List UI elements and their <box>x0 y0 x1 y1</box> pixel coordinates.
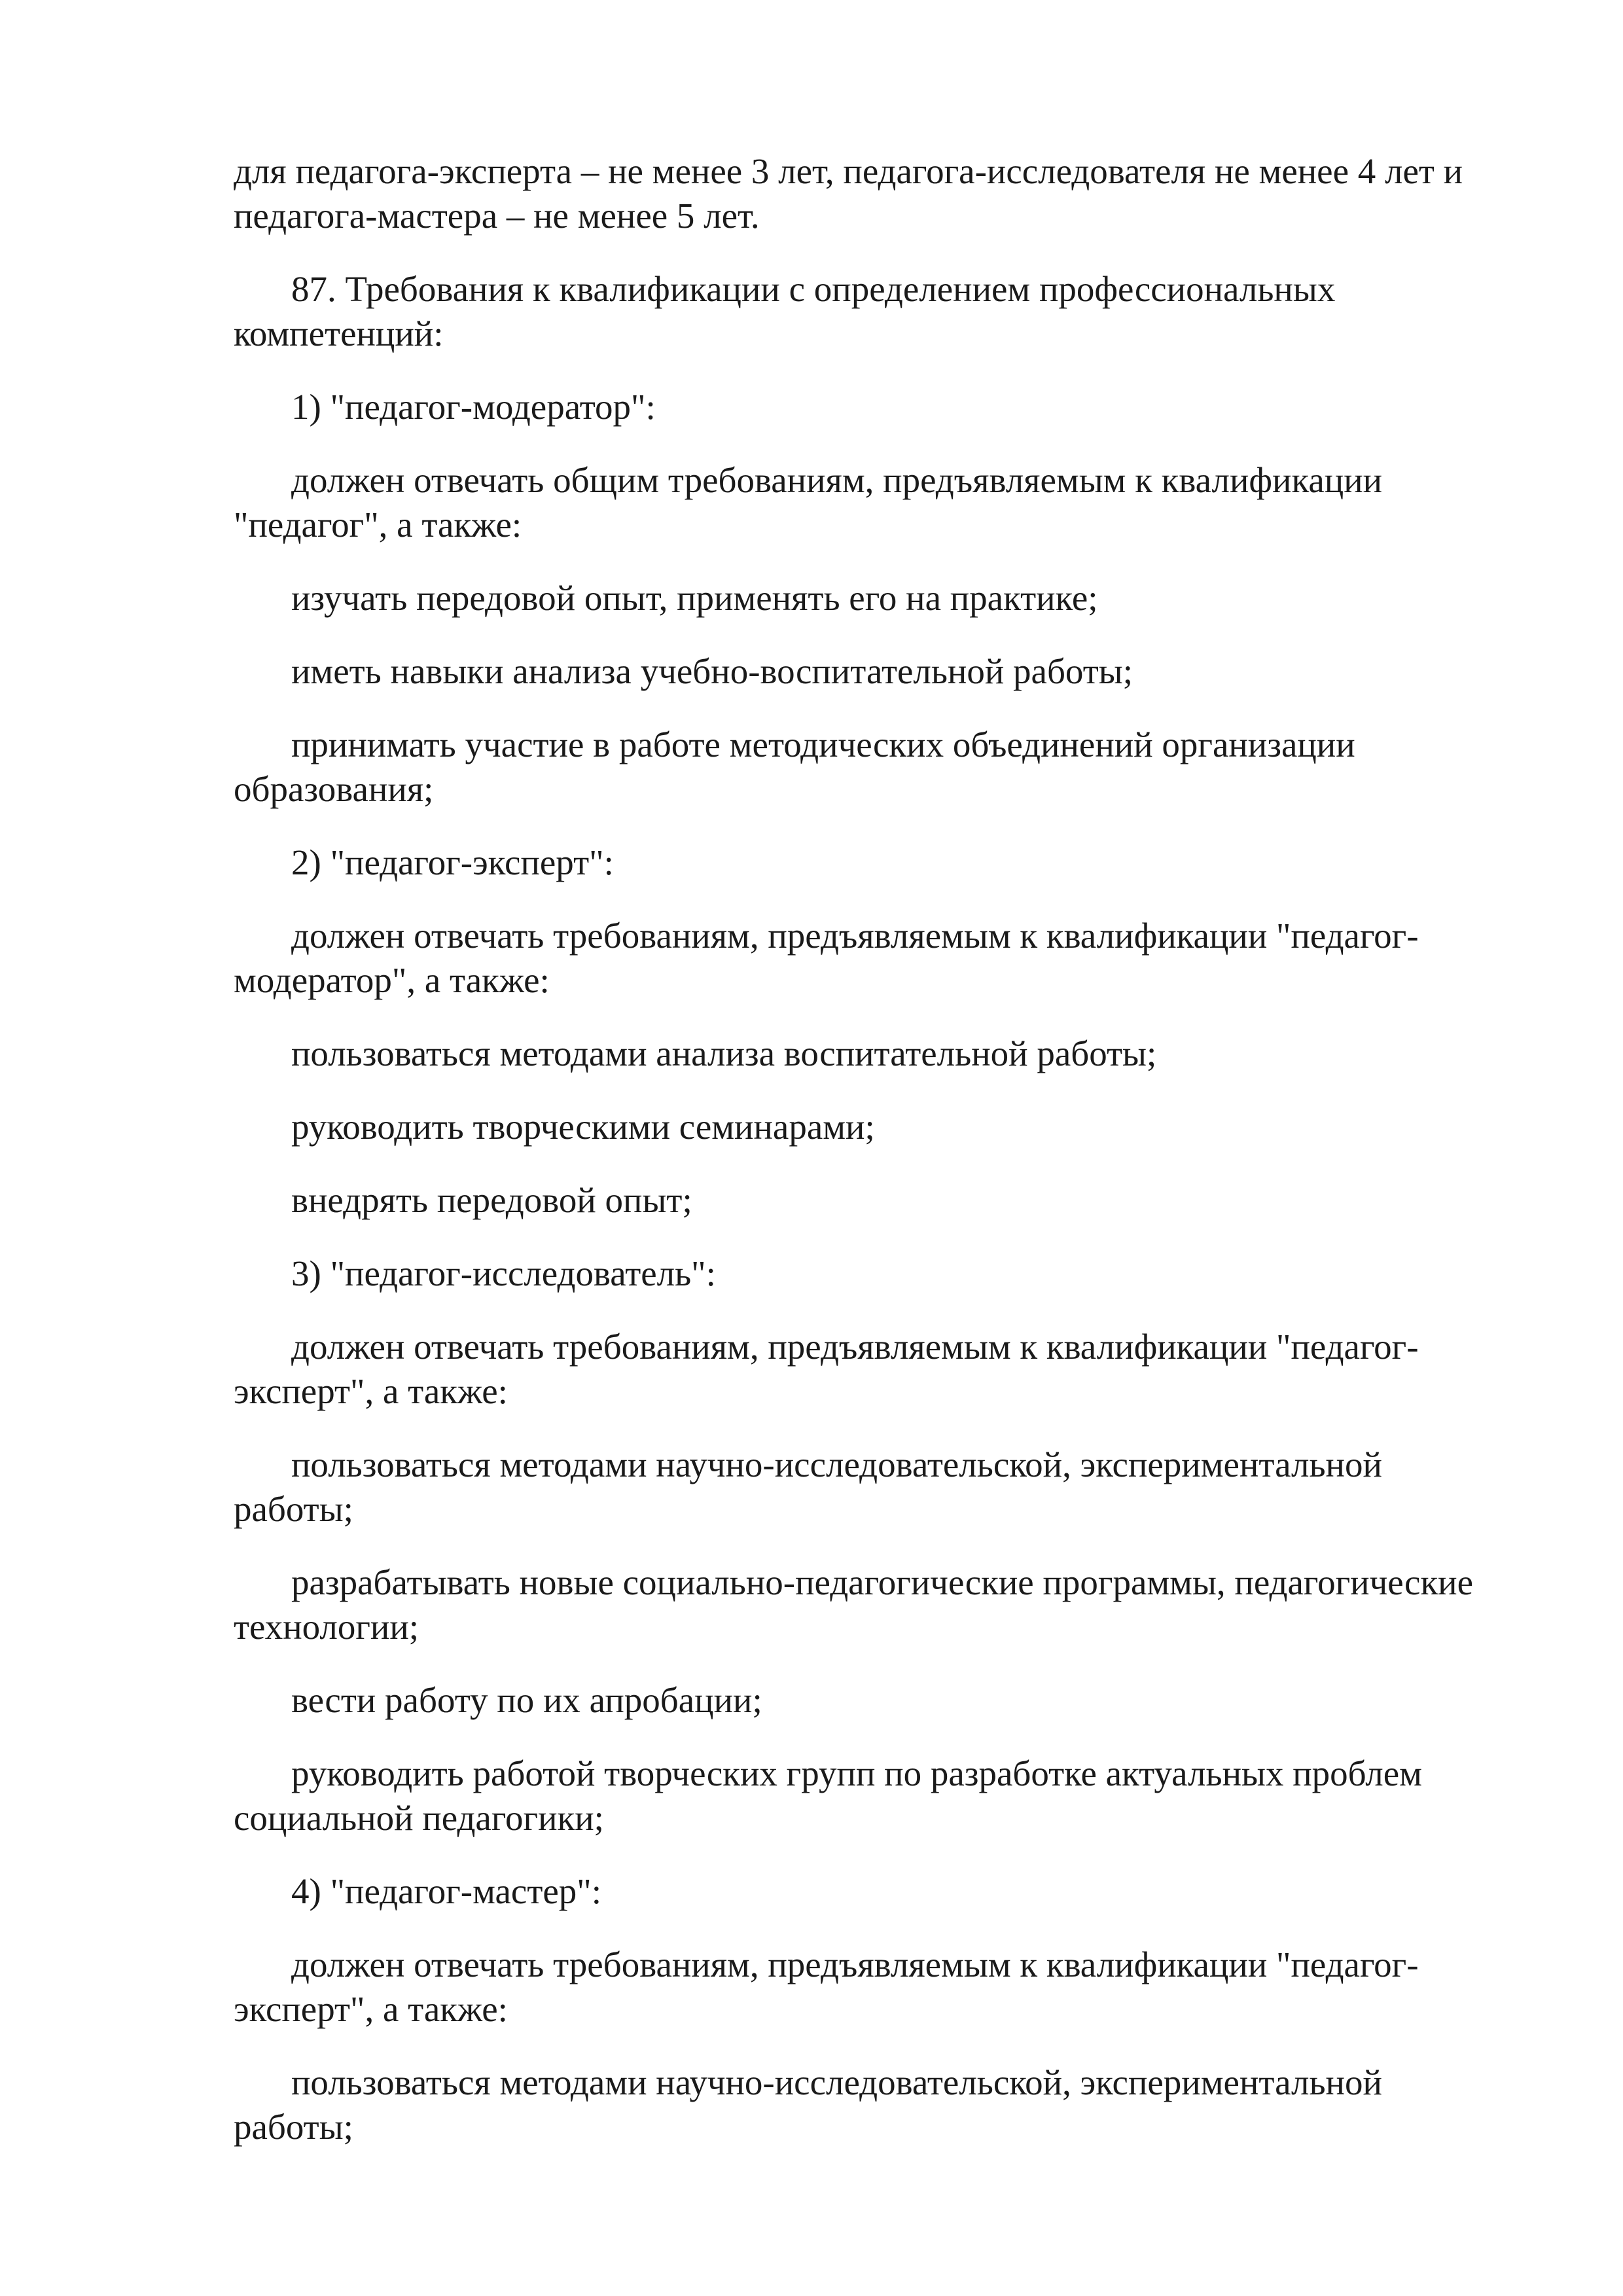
paragraph: руководить работой творческих групп по разработке актуальных проблем социальной педагогики; <box>234 1753 1422 1838</box>
paragraph: внедрять передовой опыт; <box>291 1180 692 1220</box>
paragraph-master-heading: 4) "педагог-мастер": <box>291 1871 602 1911</box>
paragraph-researcher-heading: 3) "педагог-исследователь": <box>291 1253 716 1293</box>
paragraph: разрабатывать новые социально-педагогические программы, педагогические технологии; <box>234 1562 1474 1647</box>
paragraph: пользоваться методами научно-исследовательской, экспериментальной работы; <box>234 1444 1382 1529</box>
paragraph: пользоваться методами научно-исследовательской, экспериментальной работы; <box>234 2062 1382 2147</box>
paragraph: должен отвечать требованиям, предъявляемым к квалификации "педагог-модератор", а также: <box>234 916 1419 1000</box>
paragraph: должен отвечать требованиям, предъявляемым к квалификации "педагог-эксперт", а также: <box>234 1945 1419 2029</box>
paragraph-continuation: для педагога-эксперта – не менее 3 лет, педагога-исследователя не менее 4 лет и педагога-мастера – не менее 5 лет. <box>234 151 1463 236</box>
paragraph: принимать участие в работе методических объединений организации образования; <box>234 725 1355 809</box>
paragraph: должен отвечать требованиям, предъявляемым к квалификации "педагог-эксперт", а также: <box>234 1327 1419 1411</box>
paragraph: пользоваться методами анализа воспитательной работы; <box>291 1033 1157 1073</box>
paragraph-expert-heading: 2) "педагог-эксперт": <box>291 842 614 882</box>
paragraph: иметь навыки анализа учебно-воспитательной работы; <box>291 651 1133 691</box>
paragraph-item-87: 87. Требования к квалификации с определением профессиональных компетенций: <box>234 269 1336 353</box>
paragraph: руководить творческими семинарами; <box>291 1107 875 1147</box>
paragraph: вести работу по их апробации; <box>291 1680 762 1720</box>
paragraph-moderator-heading: 1) "педагог-модератор": <box>291 387 656 427</box>
document-page <box>234 149 1510 2178</box>
paragraph: должен отвечать общим требованиям, предъявляемым к квалификации "педагог", а также: <box>234 460 1383 545</box>
paragraph: изучать передовой опыт, применять его на практике; <box>291 578 1098 618</box>
